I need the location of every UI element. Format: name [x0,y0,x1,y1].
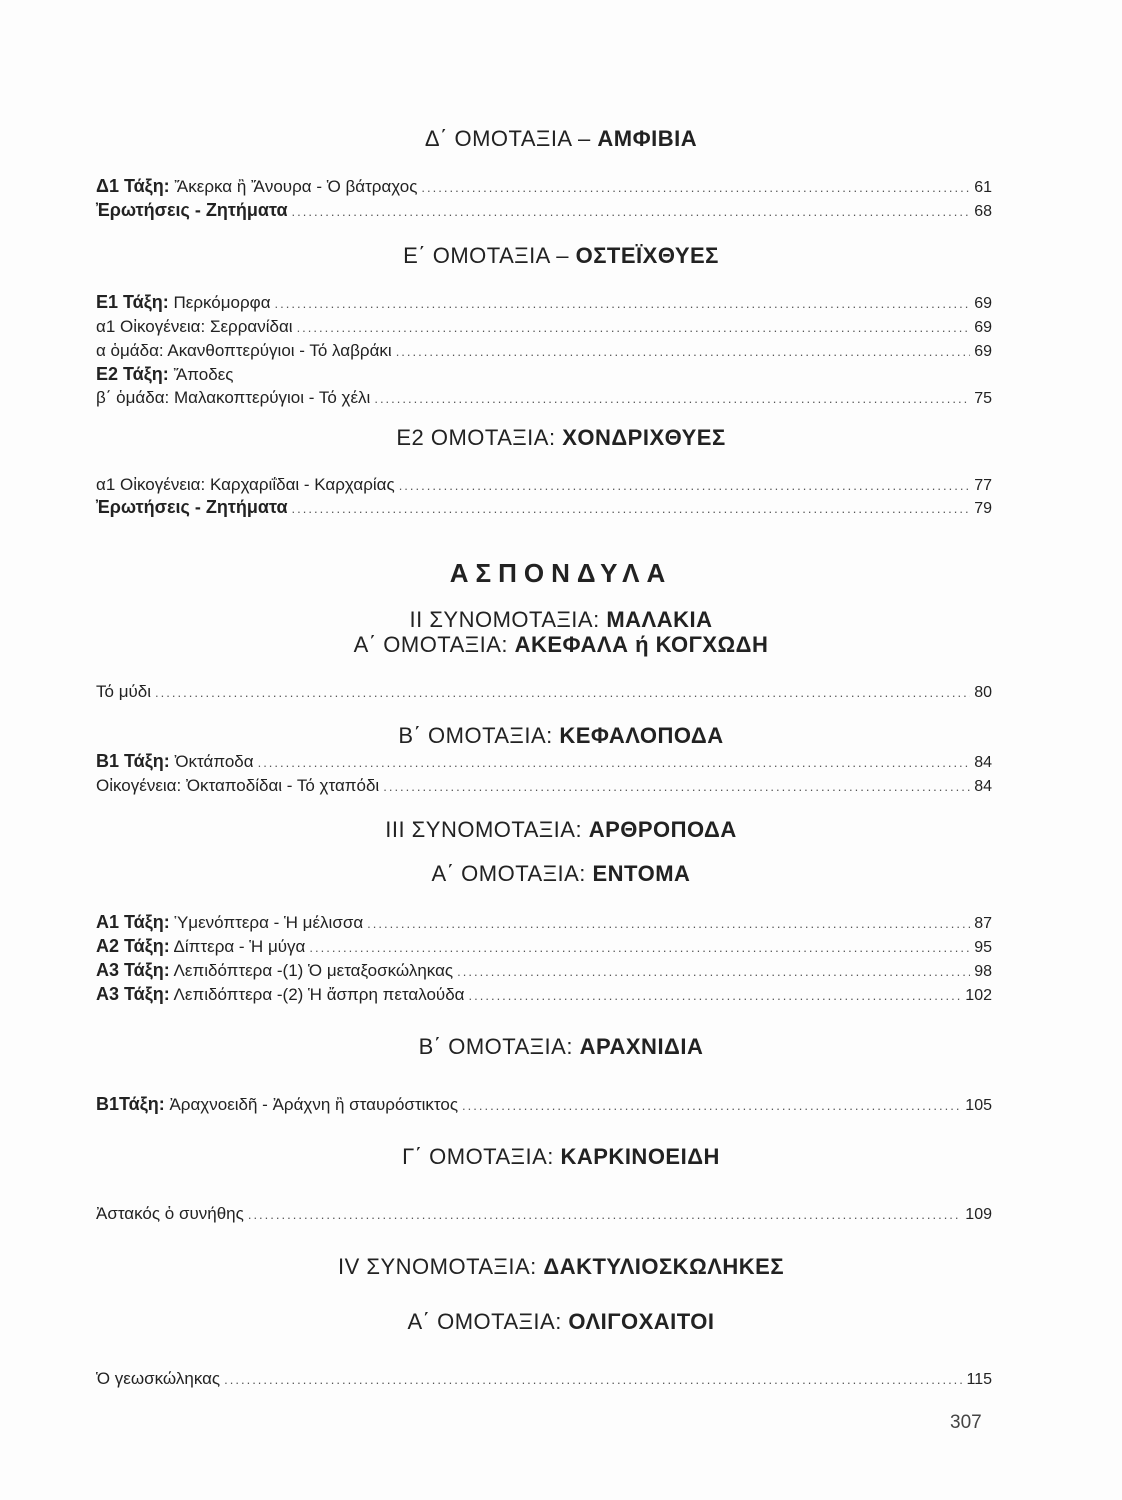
page-ref: 68 [974,203,992,220]
section-heading-akefala: Α΄ ΟΜΟΤΑΞΙΑ: ΑΚΕΦΑΛΑ ή ΚΟΓΧΩΔΗ [353,632,769,657]
page-ref: 69 [974,343,992,360]
toc-entry[interactable]: β΄ ὁμάδα: Μαλακοπτερύγιοι - Τό χέλι ..... 75 [96,387,992,409]
toc-entry[interactable]: Τό μύδι ..... 80 [96,681,992,703]
page-ref: 79 [974,500,992,517]
section-heading-arachnidia: Β΄ ΟΜΟΤΑΞΙΑ: ΑΡΑΧΝΙΔΙΑ [418,1034,704,1059]
section-heading-kefalopoda: Β΄ ΟΜΟΤΑΞΙΑ: ΚΕΦΑΛΟΠΟΔΑ [398,723,724,748]
section-heading-malakia: ΙΙ ΣΥΝΟΜΟΤΑΞΙΑ: ΜΑΛΑΚΙΑ [409,607,713,632]
page-ref: 98 [974,963,992,980]
page-ref: 80 [974,684,992,701]
section-heading-entoma: Α΄ ΟΜΟΤΑΞΙΑ: ΕΝΤΟΜΑ [431,861,691,886]
toc-entry[interactable]: Ε2 Τάξη: Ἄποδες [96,364,234,384]
page-number: 307 [950,1412,982,1433]
section-heading-karkinoeidi: Γ΄ ΟΜΟΤΑΞΙΑ: ΚΑΡΚΙΝΟΕΙΔΗ [402,1144,720,1169]
toc-entry[interactable]: Ἐρωτήσεις - Ζητήματα ..... 68 [96,200,992,222]
toc-entry[interactable]: Β1 Τάξη: Ὀκτάποδα ..... 84 [96,751,992,773]
page-ref: 115 [966,1371,992,1388]
part-heading-asponduda: ΑΣΠΟΝΔΥΛΑ [449,558,673,588]
toc-entry[interactable]: α1 Οἰκογένεια: Σερρανίδαι ..... 69 [96,316,992,338]
toc-entry[interactable]: Οἰκογένεια: Ὀκταποδίδαι - Τό χταπόδι ..... 84 [96,775,992,797]
section-heading-amfibia: Δ΄ ΟΜΟΤΑΞΙΑ – ΑΜΦΙΒΙΑ [424,126,698,151]
section-heading-arthropoda: ΙΙΙ ΣΥΝΟΜΟΤΑΞΙΑ: ΑΡΘΡΟΠΟΔΑ [385,817,737,842]
page-ref: 109 [965,1206,992,1223]
toc-entry[interactable]: Β1Τάξη: Ἀραχνοειδῆ - Ἀράχνη ἢ σταυρόστικτος ..... 105 [96,1094,992,1116]
page-ref: 69 [974,319,992,336]
toc-entry[interactable]: Ε1 Τάξη: Περκόμορφα ..... 69 [96,292,992,314]
toc-entry[interactable]: α ὁμάδα: Ακανθοπτερύγιοι - Τό λαβράκι ..... 69 [96,340,992,362]
page-ref: 87 [974,915,992,932]
toc-entry[interactable]: Ἀστακός ὁ συνήθης ..... 109 [96,1203,992,1225]
toc-entry[interactable]: Α2 Τάξη: Δίπτερα - Ἡ μύγα ..... 95 [96,936,992,958]
page-ref: 95 [974,939,992,956]
page-ref: 84 [974,754,992,771]
toc-entry[interactable]: Α3 Τάξη: Λεπιδόπτερα -(2) Ἡ ἄσπρη πεταλούδα ..... 102 [96,984,992,1006]
toc-entry[interactable]: Α3 Τάξη: Λεπιδόπτερα -(1) Ὁ μεταξοσκώληκας ..... 98 [96,960,992,982]
section-heading-daktylioskolikes: IV ΣΥΝΟΜΟΤΑΞΙΑ: ΔΑΚΤΥΛΙΟΣΚΩΛΗΚΕΣ [337,1254,785,1279]
toc-entry[interactable]: α1 Οἰκογένεια: Καρχαριΐδαι - Καρχαρίας ..... 77 [96,474,992,496]
toc-entry[interactable]: Δ1 Τάξη: Ἄκερκα ἢ Ἄνουρα - Ὁ βάτραχος ..... 61 [96,176,992,198]
toc-entry[interactable]: Α1 Τάξη: Ὑμενόπτερα - Ἡ μέλισσα ..... 87 [96,912,992,934]
section-heading-osteichthyes: Ε΄ ΟΜΟΤΑΞΙΑ – ΟΣΤΕΪΧΘΥΕΣ [403,243,719,268]
page-ref: 84 [974,778,992,795]
section-heading-oligochaitoi: Α΄ ΟΜΟΤΑΞΙΑ: ΟΛΙΓΟΧΑΙΤΟΙ [407,1309,715,1334]
page-ref: 105 [965,1097,992,1114]
page-ref: 69 [974,295,992,312]
page-ref: 102 [965,987,992,1004]
section-heading-chondrichthyes: Ε2 ΟΜΟΤΑΞΙΑ: ΧΟΝΔΡΙΧΘΥΕΣ [396,425,726,450]
toc-entry[interactable]: Ὁ γεωσκώληκας ..... 115 [96,1368,992,1390]
page-ref: 61 [974,179,992,196]
page-ref: 77 [974,477,992,494]
toc-entry[interactable]: Ἐρωτήσεις - Ζητήματα ..... 79 [96,497,992,519]
page-ref: 75 [974,390,992,407]
